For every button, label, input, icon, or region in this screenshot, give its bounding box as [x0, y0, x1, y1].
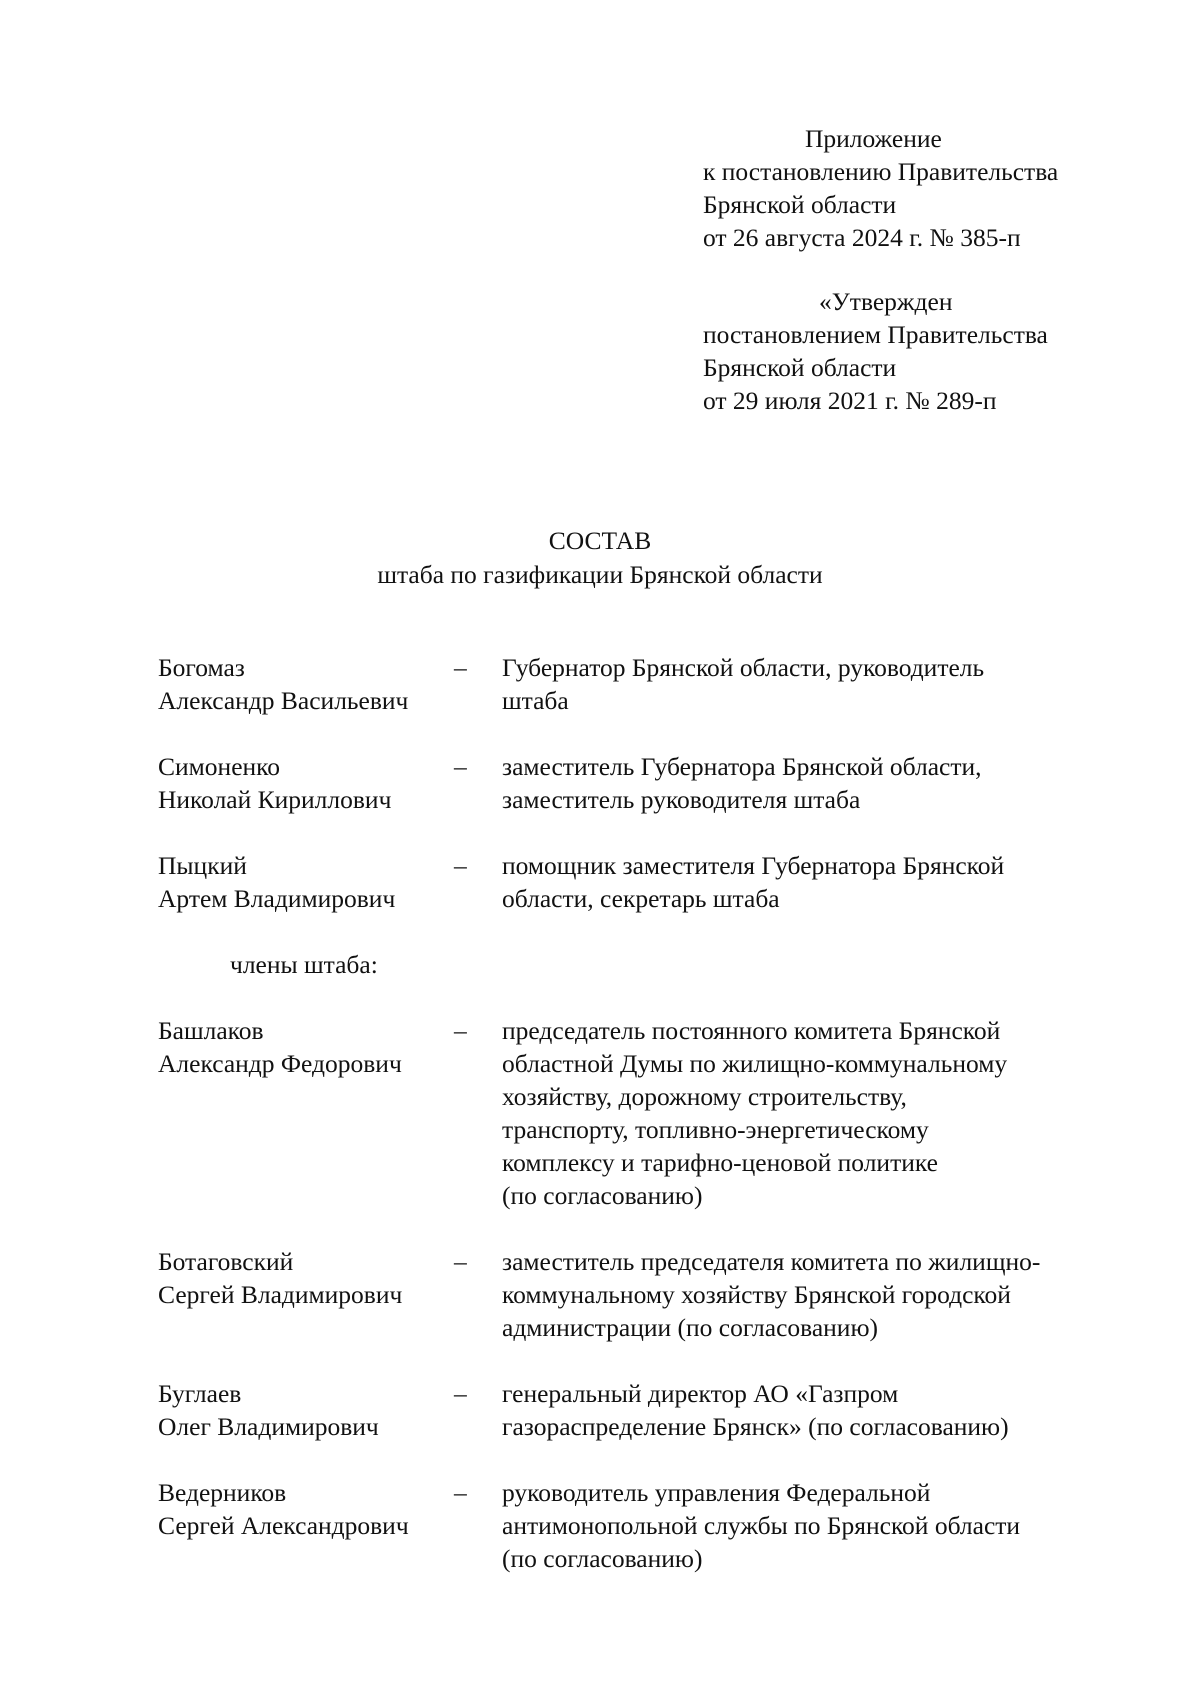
approved-line-region: Брянской области [703, 353, 897, 382]
document-title: СОСТАВ [548, 526, 652, 555]
appendix-line-region: Брянской области [703, 190, 897, 219]
role-line: председатель постоянного комитета Брянской [502, 1016, 1001, 1045]
member-name [158, 651, 454, 717]
role-line: коммунальному хозяйству Брянской городской [502, 1280, 1011, 1309]
member-surname: Башлаков [158, 1016, 264, 1045]
role-line: генеральный директор АО «Газпром [502, 1379, 899, 1408]
role-line: газораспределение Брянск» (по согласованию) [502, 1412, 1009, 1441]
approved-line-decree: постановлением Правительства [703, 320, 1048, 349]
role-line: области, секретарь штаба [502, 884, 780, 913]
member-given-names: Александр Федорович [158, 1049, 402, 1078]
member-name [158, 750, 454, 816]
member-given-names: Сергей Александрович [158, 1511, 409, 1540]
role-line: администрации (по согласованию) [502, 1313, 878, 1342]
role-line: комплексу и тарифно-ценовой политике [502, 1148, 938, 1177]
member-role [502, 849, 1118, 915]
list-item [158, 1245, 1118, 1344]
role-line: помощник заместителя Губернатора Брянской [502, 851, 1005, 880]
dash-separator: – [454, 1247, 467, 1276]
role-line: транспорту, топливно-энергетическому [502, 1115, 929, 1144]
role-line: руководитель управления Федеральной [502, 1478, 931, 1507]
dash-separator: – [454, 653, 467, 682]
dash-separator: – [454, 1478, 467, 1507]
approved-line-date: от 29 июля 2021 г. № 289-п [703, 386, 997, 415]
role-line: антимонопольной службы по Брянской области [502, 1511, 1021, 1540]
list-item [158, 849, 1118, 915]
member-role [502, 1014, 1118, 1212]
members-section-label: члены штаба: [230, 950, 378, 979]
document-subtitle: штаба по газификации Брянской области [377, 560, 823, 589]
member-surname: Симоненко [158, 752, 280, 781]
role-line: (по согласованию) [502, 1544, 703, 1573]
dash-separator: – [454, 752, 467, 781]
dash-separator: – [454, 1016, 467, 1045]
member-given-names: Александр Васильевич [158, 686, 409, 715]
member-given-names: Николай Кириллович [158, 785, 392, 814]
role-line: хозяйству, дорожному строительству, [502, 1082, 907, 1111]
role-line: областной Думы по жилищно-коммунальному [502, 1049, 1008, 1078]
member-surname: Ведерников [158, 1478, 287, 1507]
role-line: заместитель председателя комитета по жилищно- [502, 1247, 1041, 1276]
member-name [158, 1476, 454, 1575]
member-name [158, 1245, 454, 1344]
role-line: заместитель Губернатора Брянской области, [502, 752, 982, 781]
list-item [158, 1014, 1118, 1212]
member-role [502, 1245, 1118, 1344]
role-line: заместитель руководителя штаба [502, 785, 861, 814]
appendix-line-decree: к постановлению Правительства [703, 157, 1059, 186]
member-name [158, 849, 454, 915]
dash-separator: – [454, 851, 467, 880]
member-surname: Ботаговский [158, 1247, 294, 1276]
appendix-line-date: от 26 августа 2024 г. № 385-п [703, 223, 1021, 252]
list-item [158, 1377, 1118, 1443]
approved-header [703, 285, 1163, 417]
approved-heading: «Утвержден [819, 287, 953, 316]
member-name [158, 1014, 454, 1212]
member-surname: Буглаев [158, 1379, 242, 1408]
role-line: штаба [502, 686, 569, 715]
dash-separator: – [454, 1379, 467, 1408]
member-role [502, 1476, 1118, 1575]
member-role [502, 750, 1118, 816]
list-item [158, 750, 1118, 816]
member-given-names: Олег Владимирович [158, 1412, 379, 1441]
member-given-names: Сергей Владимирович [158, 1280, 403, 1309]
member-role [502, 651, 1118, 717]
appendix-heading: Приложение [805, 124, 942, 153]
role-line: (по согласованию) [502, 1181, 703, 1210]
role-line: Губернатор Брянской области, руководитель [502, 653, 985, 682]
member-given-names: Артем Владимирович [158, 884, 396, 913]
list-item [158, 651, 1118, 717]
member-surname: Богомаз [158, 653, 245, 682]
composition-list [158, 651, 1118, 1608]
member-surname: Пыцкий [158, 851, 247, 880]
appendix-header [703, 122, 1163, 254]
member-role [502, 1377, 1118, 1443]
list-item [158, 1476, 1118, 1575]
member-name [158, 1377, 454, 1443]
